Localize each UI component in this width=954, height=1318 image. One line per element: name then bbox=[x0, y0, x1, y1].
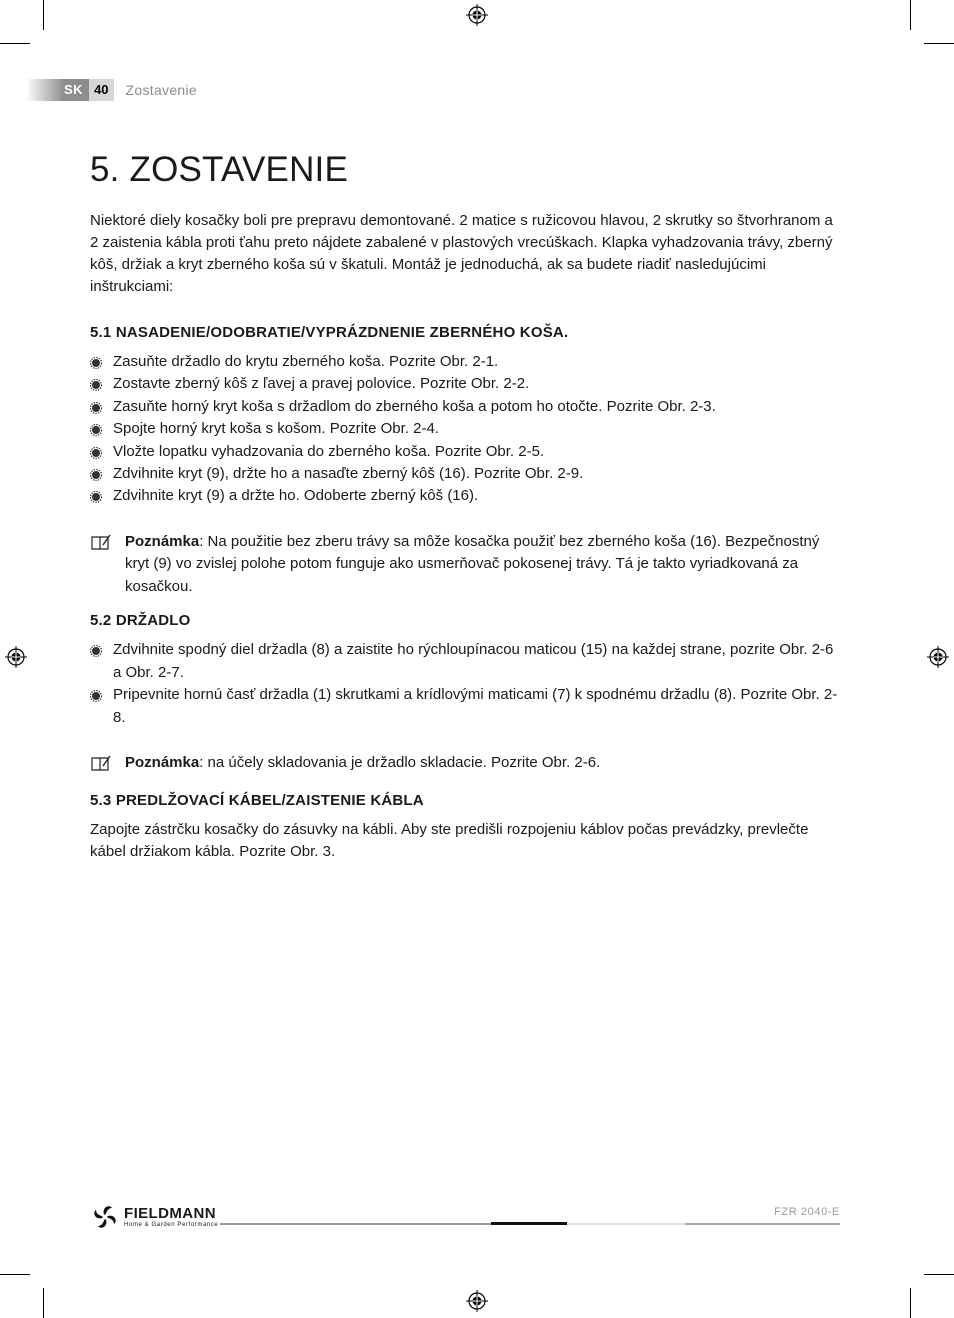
gear-bullet-icon bbox=[90, 357, 102, 369]
list-item: Zasuňte držadlo do krytu zberného koša. Pozrite Obr. 2-1. bbox=[90, 351, 842, 373]
gear-bullet-icon bbox=[90, 402, 102, 414]
section-name: Zostavenie bbox=[125, 82, 198, 98]
brand-name: FIELDMANN bbox=[124, 1204, 216, 1222]
crop-mark bbox=[0, 1274, 30, 1275]
footer-line-segment bbox=[491, 1222, 567, 1225]
header-gradient-bar bbox=[26, 79, 64, 101]
crop-mark bbox=[0, 43, 30, 44]
note-label: Poznámka bbox=[125, 532, 200, 550]
book-note-icon bbox=[90, 533, 112, 551]
crop-mark bbox=[910, 1288, 911, 1318]
crop-mark bbox=[924, 1274, 954, 1275]
section-5-1-list bbox=[90, 351, 842, 508]
section-heading-5-1: 5.1 NASADENIE/ODOBRATIE/VYPRÁZDNENIE ZBERNÉHO KOŠA. bbox=[90, 324, 569, 341]
note-block bbox=[90, 531, 842, 599]
crop-mark bbox=[43, 0, 44, 30]
gear-bullet-icon bbox=[90, 424, 102, 436]
list-item: Spojte horný kryt koša s košom. Pozrite Obr. 2-4. bbox=[90, 418, 842, 440]
list-item: Zostavte zberný kôš z ľavej a pravej polovice. Pozrite Obr. 2-2. bbox=[90, 373, 842, 395]
footer-line-segment bbox=[685, 1223, 840, 1225]
brand-tagline: Home & Garden Performance bbox=[124, 1221, 219, 1228]
page-title: 5. ZOSTAVENIE bbox=[90, 150, 349, 189]
crop-mark bbox=[910, 0, 911, 30]
page-header bbox=[26, 79, 197, 101]
language-code: SK bbox=[64, 79, 89, 101]
fan-logo-icon bbox=[90, 1202, 120, 1232]
gear-bullet-icon bbox=[90, 491, 102, 503]
section-heading-5-2: 5.2 DRŽADLO bbox=[90, 612, 191, 630]
note-label: Poznámka bbox=[125, 753, 200, 771]
footer-line-segment bbox=[220, 1223, 491, 1225]
note-block bbox=[90, 752, 842, 775]
gear-bullet-icon bbox=[90, 379, 102, 391]
crop-mark bbox=[43, 1288, 44, 1318]
gear-bullet-icon bbox=[90, 645, 102, 657]
note-text: : na účely skladovania je držadlo skladacie. Pozrite Obr. 2-6. bbox=[199, 753, 601, 771]
section-heading-5-3: 5.3 PREDLŽOVACÍ KÁBEL/ZAISTENIE KÁBLA bbox=[90, 792, 424, 810]
gear-bullet-icon bbox=[90, 690, 102, 702]
model-number: FZR 2040-E bbox=[774, 1206, 840, 1218]
note-text: : Na použitie bez zberu trávy sa môže kosačka použiť bez zberného koša (16). Bezpečnostný kryt (9) vo zvislej polohe potom funguje ako usmerňovač pokosenej trávy. Tá je takto vyriadkovaná za kosačkou. bbox=[125, 532, 820, 595]
book-note-icon bbox=[90, 754, 112, 772]
section-5-3-paragraph: Zapojte zástrčku kosačky do zásuvky na kábli. Aby ste predišli rozpojeniu káblov počas prevádzky, prevlečte kábel držiakom kábla. Pozrite Obr. 3. bbox=[90, 821, 809, 861]
section-5-2-list bbox=[90, 639, 842, 729]
list-item: Zdvihnite kryt (9), držte ho a nasaďte zberný kôš (16). Pozrite Obr. 2-9. bbox=[90, 463, 842, 485]
page-number: 40 bbox=[89, 79, 113, 101]
gear-bullet-icon bbox=[90, 469, 102, 481]
logo-text bbox=[124, 1206, 218, 1229]
list-item: Zasuňte horný kryt koša s držadlom do zberného koša a potom ho otočte. Pozrite Obr. 2-3. bbox=[90, 396, 842, 418]
list-item: Zdvihnite kryt (9) a držte ho. Odoberte zberný kôš (16). bbox=[90, 485, 842, 507]
registration-mark-icon bbox=[466, 4, 488, 26]
footer-line-segment bbox=[567, 1223, 685, 1225]
registration-mark-icon bbox=[5, 646, 27, 668]
registration-mark-icon bbox=[927, 646, 949, 668]
brand-logo bbox=[90, 1202, 218, 1232]
crop-mark bbox=[924, 43, 954, 44]
gear-bullet-icon bbox=[90, 447, 102, 459]
list-item: Vložte lopatku vyhadzovania do zberného koša. Pozrite Obr. 2-5. bbox=[90, 441, 842, 463]
registration-mark-icon bbox=[466, 1290, 488, 1312]
list-item: Pripevnite hornú časť držadla (1) skrutkami a krídlovými maticami (7) k spodnému držadlu (8). Pozrite Obr. 2-8. bbox=[90, 684, 842, 729]
list-item: Zdvihnite spodný diel držadla (8) a zaistite ho rýchloupínacou maticou (15) na každej strane, pozrite Obr. 2-6 a Obr. 2-7. bbox=[90, 639, 842, 684]
main-content bbox=[90, 150, 842, 863]
intro-paragraph: Niektoré diely kosačky boli pre prepravu demontované. 2 matice s ružicovou hlavou, 2 skrutky so štvorhranom a 2 zaistenia kábla proti ťahu preto nájdete zabalené v plastových vrecúškach. Klapka vyhadzovania trávy, zberný kôš, držiak a kryt zberného koša sú v škatuli. Montáž je jednoduchá, ak sa budete riadiť nasledujúcimi inštrukciami: bbox=[90, 212, 833, 295]
